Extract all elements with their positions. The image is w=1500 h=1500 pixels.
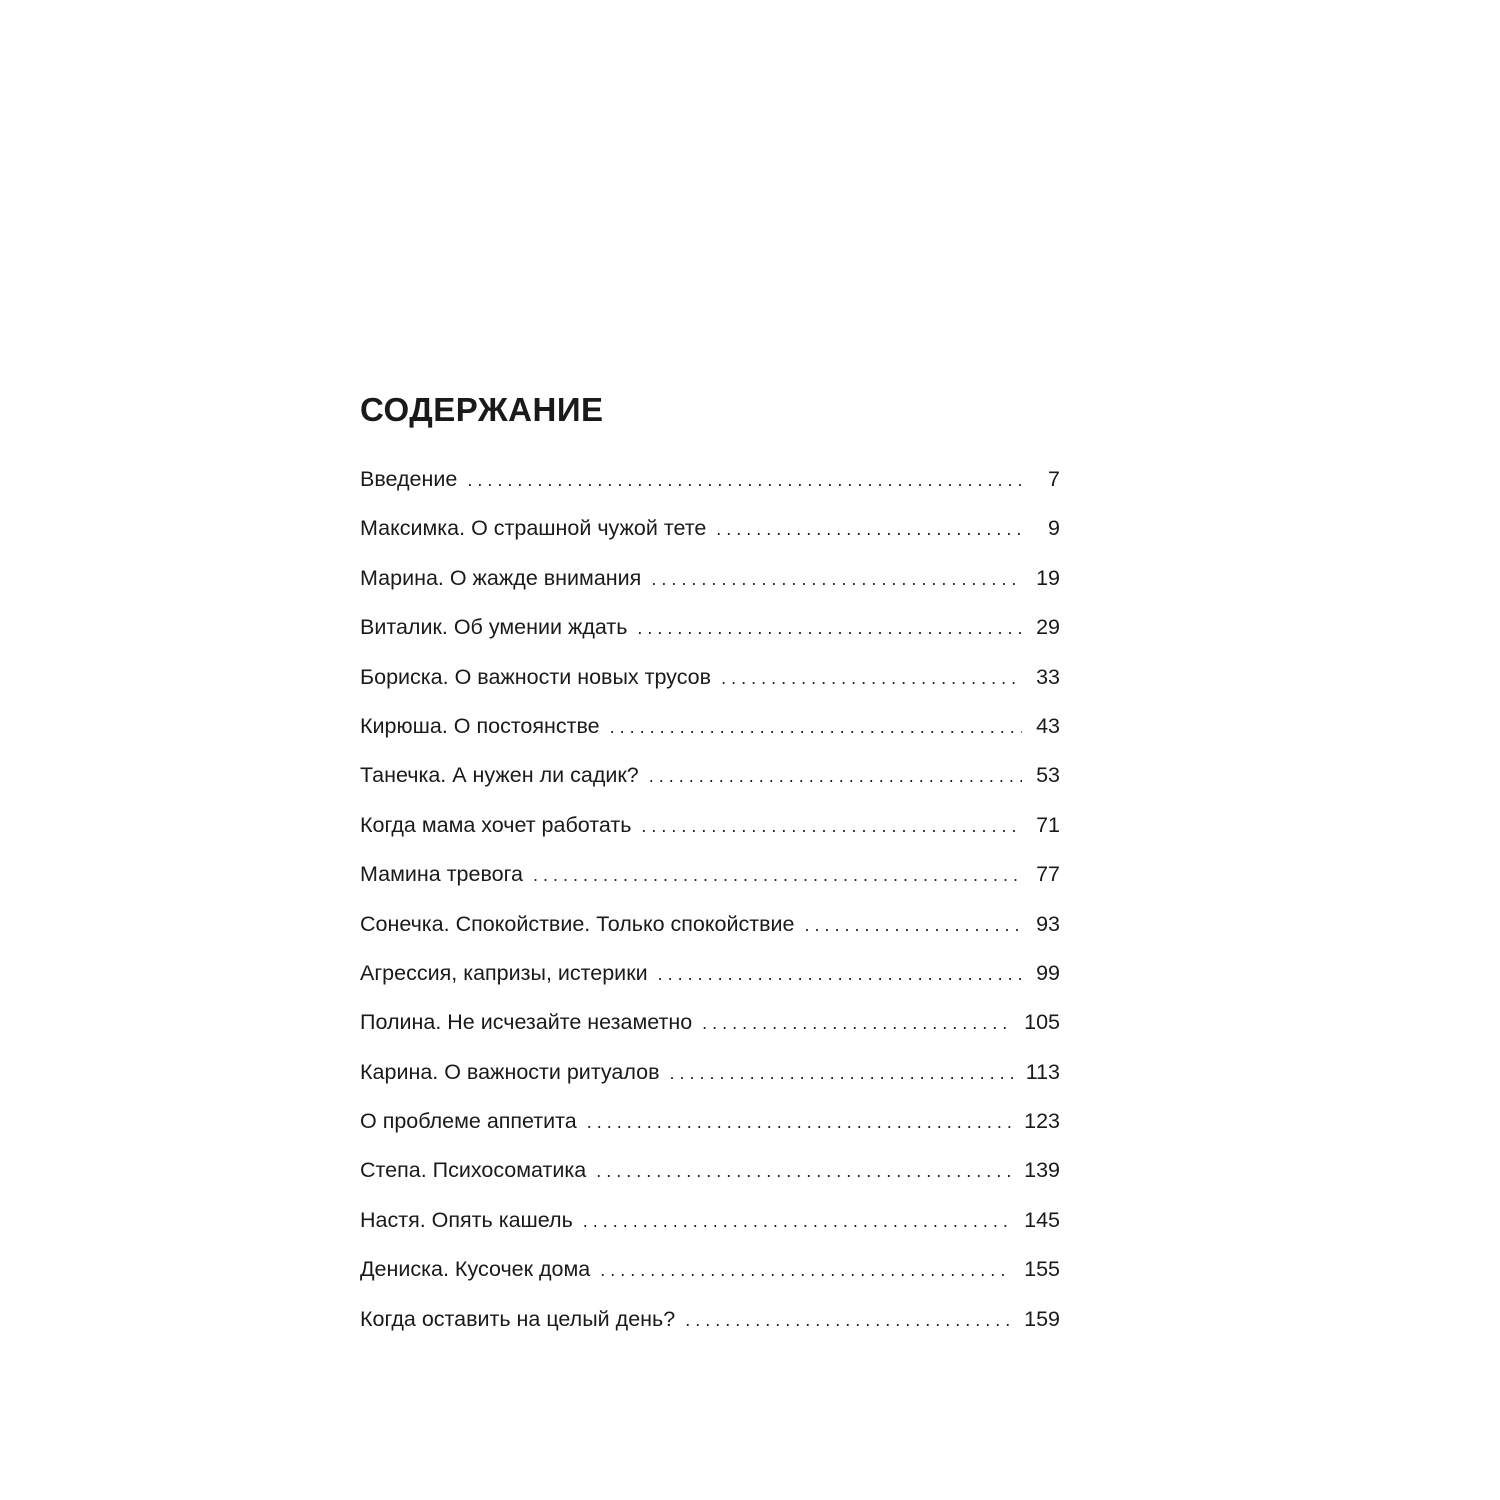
toc-entry-title: Виталик. Об умении ждать xyxy=(360,615,628,640)
toc-entry xyxy=(360,859,1060,908)
toc-entry-title: Карина. О важности ритуалов xyxy=(360,1059,660,1084)
toc-entry xyxy=(360,1106,1060,1155)
toc-dot-leader xyxy=(716,514,1022,544)
toc-entry-title: Мамина тревога xyxy=(360,862,523,887)
toc-entry-page: 77 xyxy=(1036,862,1060,887)
toc-entry-title: Полина. Не исчезайте незаметно xyxy=(360,1010,693,1035)
toc-entry-page: 99 xyxy=(1036,960,1060,985)
toc-entry-title: Кирюша. О постоянстве xyxy=(360,713,600,738)
toc-dot-leader xyxy=(533,860,1022,890)
toc-entry-title: Максимка. О страшной чужой тете xyxy=(360,516,707,541)
toc-entry-page: 159 xyxy=(1024,1306,1060,1331)
toc-entry xyxy=(360,1007,1060,1056)
toc-entry-title: Сонечка. Спокойствие. Только спокойствие xyxy=(360,911,795,936)
toc-entry-page: 19 xyxy=(1036,565,1060,590)
toc-dot-leader xyxy=(583,1206,1012,1236)
toc-entry-page: 33 xyxy=(1036,664,1060,689)
toc-entry-title: Агрессия, капризы, истерики xyxy=(360,960,648,985)
toc-entry xyxy=(360,612,1060,661)
toc-dot-leader xyxy=(649,761,1022,791)
toc-dot-leader xyxy=(702,1008,1012,1038)
toc-entry-title: Настя. Опять кашель xyxy=(360,1207,573,1232)
toc-entry-title: Марина. О жажде внимания xyxy=(360,565,642,590)
toc-entry xyxy=(360,958,1060,1007)
toc-entry-title: Когда оставить на целый день? xyxy=(360,1306,676,1331)
toc-entry xyxy=(360,513,1060,562)
toc-dot-leader xyxy=(610,712,1022,742)
toc-entry-page: 53 xyxy=(1036,763,1060,788)
toc-entry xyxy=(360,1254,1060,1303)
toc-entry-page: 9 xyxy=(1048,516,1060,541)
toc-entry-page: 123 xyxy=(1024,1109,1060,1134)
toc-dot-leader xyxy=(596,1156,1012,1186)
toc-entry xyxy=(360,662,1060,711)
toc-entry-title: Дениска. Кусочек дома xyxy=(360,1257,591,1282)
toc-entry xyxy=(360,1155,1060,1204)
toc-entry xyxy=(360,464,1060,513)
toc-entry xyxy=(360,1205,1060,1254)
toc-dot-leader xyxy=(641,811,1022,841)
toc-entry-page: 93 xyxy=(1036,911,1060,936)
toc-entry-page: 71 xyxy=(1036,812,1060,837)
table-of-contents xyxy=(360,388,1060,1353)
toc-dot-leader xyxy=(804,910,1022,940)
toc-entry-page: 29 xyxy=(1036,615,1060,640)
toc-entry-page: 139 xyxy=(1024,1158,1060,1183)
toc-entry xyxy=(360,760,1060,809)
toc-dot-leader xyxy=(670,1058,1014,1088)
toc-entry-title: Введение xyxy=(360,467,458,491)
toc-entry-page: 113 xyxy=(1025,1059,1060,1084)
toc-entry xyxy=(360,1057,1060,1106)
toc-entry-page: 105 xyxy=(1024,1010,1060,1035)
toc-entry xyxy=(360,1304,1060,1353)
toc-entry-title: О проблеме аппетита xyxy=(360,1109,577,1134)
toc-dot-leader xyxy=(600,1255,1012,1285)
toc-entry-page: 145 xyxy=(1024,1207,1060,1232)
toc-dot-leader xyxy=(721,663,1022,693)
toc-dot-leader xyxy=(685,1305,1012,1335)
toc-entry-page: 155 xyxy=(1024,1257,1060,1282)
toc-dot-leader xyxy=(637,613,1022,643)
toc-list xyxy=(360,464,1060,1353)
toc-dot-leader xyxy=(658,959,1022,989)
toc-entry-page: 7 xyxy=(1048,467,1060,491)
toc-entry xyxy=(360,909,1060,958)
toc-entry xyxy=(360,711,1060,760)
toc-dot-leader xyxy=(587,1107,1012,1137)
toc-dot-leader xyxy=(651,564,1022,594)
toc-entry-page: 43 xyxy=(1036,713,1060,738)
toc-entry-title: Степа. Психосоматика xyxy=(360,1158,587,1183)
toc-entry-title: Бориска. О важности новых трусов xyxy=(360,664,712,689)
toc-entry xyxy=(360,563,1060,612)
toc-entry-title: Танечка. А нужен ли садик? xyxy=(360,763,639,788)
toc-title: СОДЕРЖАНИЕ xyxy=(360,391,604,428)
toc-entry xyxy=(360,810,1060,859)
toc-entry-title: Когда мама хочет работать xyxy=(360,812,632,837)
toc-dot-leader xyxy=(467,465,1022,495)
